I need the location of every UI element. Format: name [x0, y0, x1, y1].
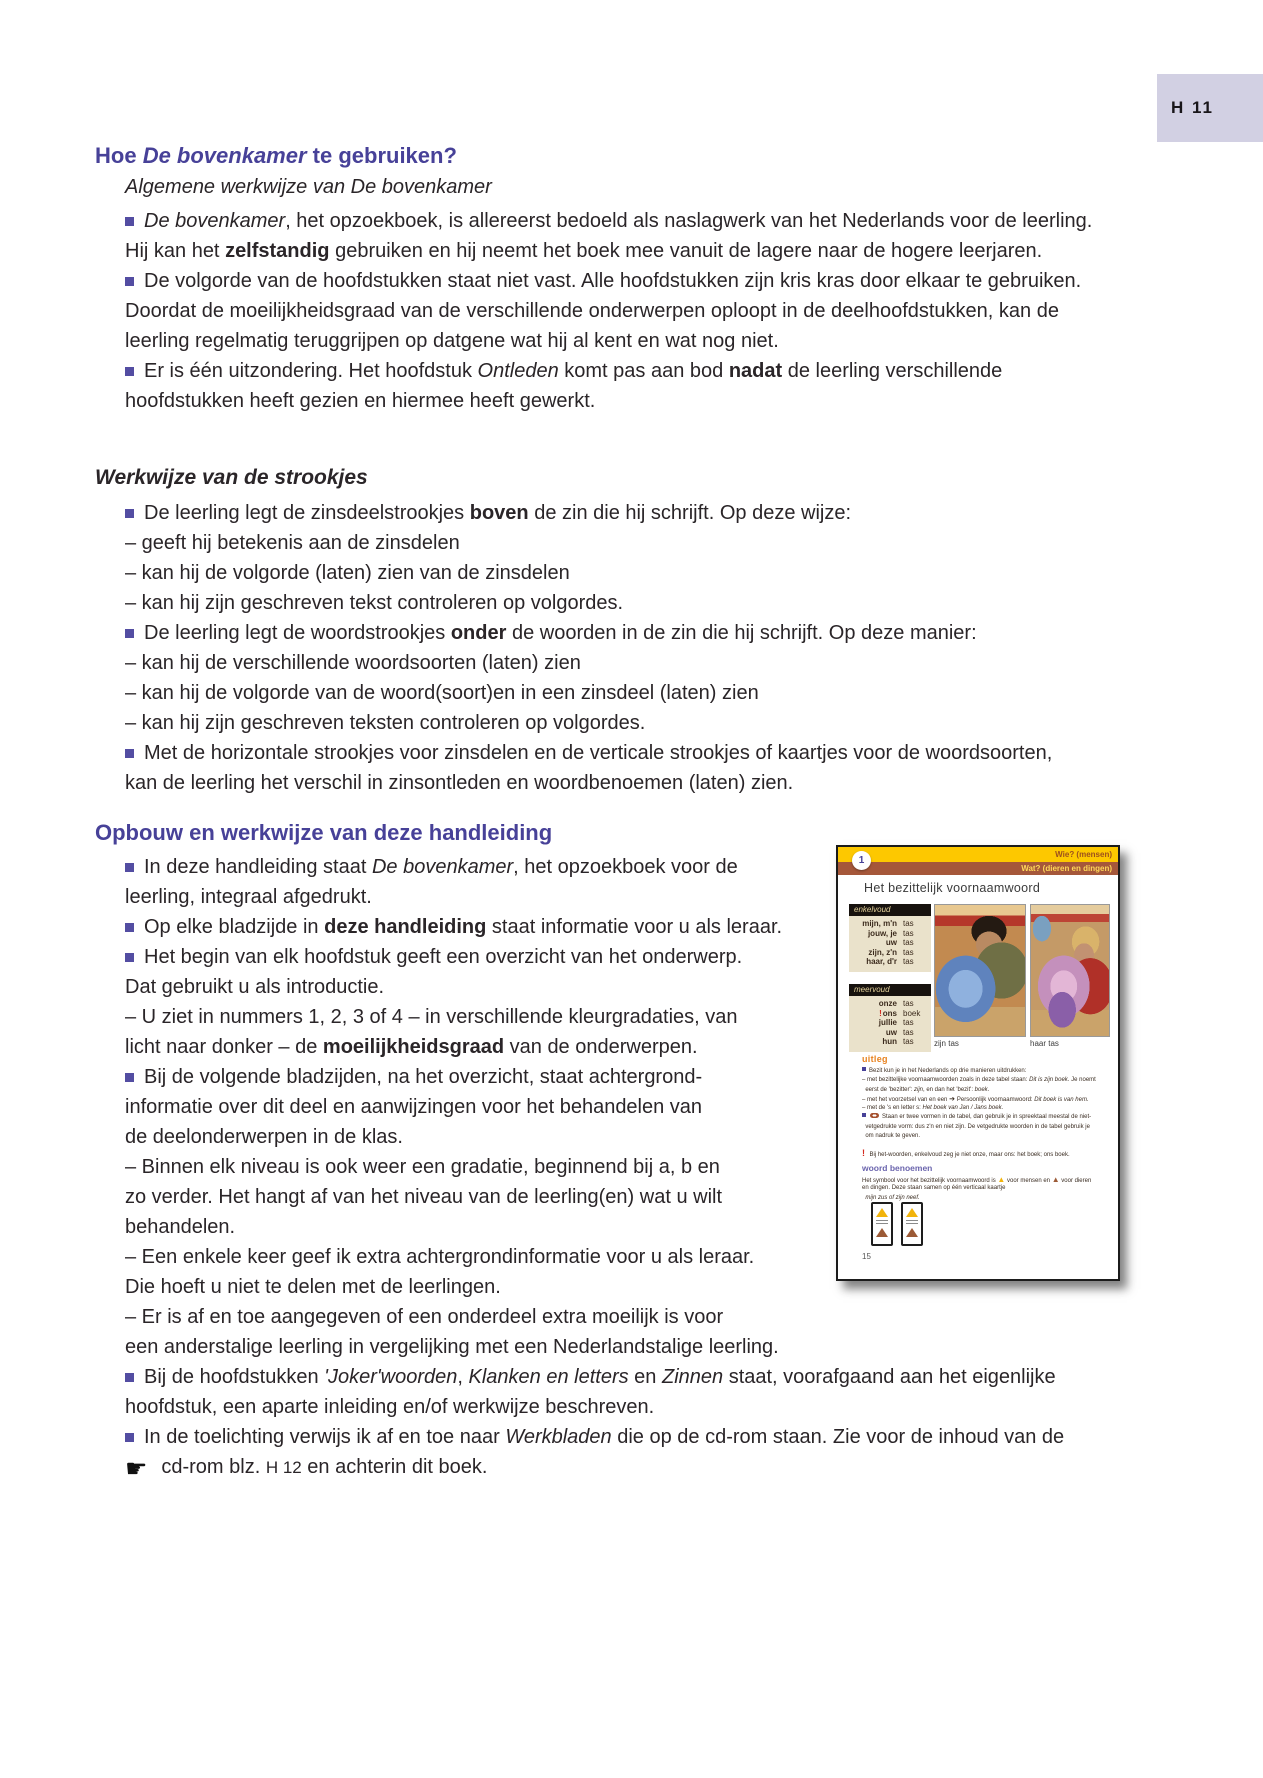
text-line: en dingen. Deze staan samen op één verticaal kaartje	[862, 1185, 1006, 1192]
brown-triangle-icon	[876, 1228, 888, 1237]
thumbnail-page-title: Het bezittelijk voornaamwoord	[864, 881, 1041, 895]
text-line: – Een enkele keer geef ik extra achtergrondinformatie voor u als leraar.	[125, 1246, 755, 1268]
table-meervoud-rows	[849, 996, 931, 1052]
table-row: mijn, m'n tas	[862, 919, 914, 928]
text-line: Doordat de moeilijkheidsgraad van de verschillende onderwerpen oploopt in de deelhoofdstukken, kan de	[125, 300, 1059, 322]
text-line: – met bezittelijke voornaamwoorden zoals in deze tabel staan: Dit is zijn boek. Je noemt	[862, 1077, 1096, 1084]
text-line: – met het voorzetsel van en een ➔ Persoonlijk voornaamwoord: Dit boek is van hem.	[862, 1095, 1089, 1103]
section1-body	[125, 206, 1165, 416]
text-line: De bovenkamer, het opzoekboek, is allereerst bedoeld als naslagwerk van het Nederlands voor de leerling.	[125, 206, 1165, 236]
table-enkelvoud	[849, 904, 931, 972]
uitleg-warning-note: ! Bij het-woorden, enkelvoud zeg je niet onze, maar ons: het boek; ons boek.	[862, 1148, 1070, 1158]
text-line: – met de 's en letter s: Het boek van Jan / Jans boek.	[862, 1105, 1004, 1112]
text-line: mijn zus of zijn neef.	[862, 1194, 920, 1201]
table-enkelvoud-header: enkelvoud	[849, 904, 931, 916]
section-title-opbouw: Opbouw en werkwijze van deze handleiding	[95, 820, 553, 845]
text-line: zo verder. Het hangt af van het niveau van de leerling(en) wat u wilt	[125, 1186, 723, 1208]
section-title-werkwijze-strookjes: Werkwijze van de strookjes	[95, 466, 368, 489]
table-row: zijn, z'n tas	[868, 947, 914, 957]
text-line: licht naar donker – de moeilijkheidsgraad van de onderwerpen.	[125, 1036, 698, 1058]
section-title-hoe-gebruiken: Hoe De bovenkamer te gebruiken?	[95, 143, 457, 168]
chapter-tab	[1157, 74, 1263, 142]
text-line: hoofdstukken heeft gezien en hiermee heeft gewerkt.	[125, 390, 596, 412]
text-line: – geeft hij betekenis aan de zinsdelen	[125, 532, 460, 554]
table-meervoud	[849, 984, 931, 1052]
table-row: jullie tas	[878, 1018, 914, 1028]
text-line: Bij de hoofdstukken 'Joker'woorden, Klanken en letters en Zinnen staat, voorafgaand aan het eigenlijke	[125, 1362, 1165, 1392]
section2-body	[125, 498, 1165, 798]
text-line: om nadruk te geven.	[862, 1133, 921, 1140]
text-line: behandelen.	[125, 1216, 236, 1238]
uitleg-heading: uitleg	[862, 1054, 888, 1064]
text-line: Op elke bladzijde in deze handleiding staat informatie voor u als leraar.	[125, 912, 1165, 942]
header-label-wat: Wat? (dieren en dingen)	[1021, 864, 1112, 873]
header-label-wie: Wie? (mensen)	[1055, 850, 1112, 859]
chapter-tab-label: H 11	[1171, 98, 1214, 117]
section1-subtitle: Algemene werkwijze van De bovenkamer	[125, 176, 492, 198]
text-line: Het symbool voor het bezittelijk voornaamwoord is ▲ voor mensen en ▲ voor dieren	[862, 1175, 1092, 1184]
text-line: Dat gebruikt u als introductie.	[125, 976, 385, 998]
yellow-triangle-icon	[876, 1208, 888, 1217]
text-line: een anderstalige leerling in vergelijking met een Nederlandstalige leerling.	[125, 1336, 779, 1358]
thumbnail-header-yellow-bar	[838, 847, 1118, 862]
text-line: In de toelichting verwijs ik af en toe naar Werkbladen die op de cd-rom staan. Zie voor de inhoud van de	[125, 1422, 1165, 1452]
text-line: informatie over dit deel en aanwijzingen voor het behandelen van	[125, 1096, 703, 1118]
woord-benoemen-heading: woord benoemen	[862, 1163, 933, 1173]
text-line: Bij de volgende bladzijden, na het overzicht, staat achtergrond-	[125, 1062, 1165, 1092]
text-line: hoofdstuk, een aparte inleiding en/of werkwijze beschreven.	[125, 1396, 655, 1418]
brown-triangle-icon	[906, 1228, 918, 1237]
text-line: Bezit kun je in het Nederlands op drie manieren uitdrukken:	[862, 1067, 1112, 1076]
table-row: uw tas	[885, 1027, 914, 1037]
table-row: haar, d'r tas	[866, 957, 914, 967]
text-line: Met de horizontale strookjes voor zinsdelen en de verticale strookjes of kaartjes voor de woordsoorten,	[125, 738, 1165, 768]
text-line: Er is één uitzondering. Het hoofdstuk Ontleden komt pas aan bod nadat de leerling verschillende	[125, 356, 1165, 386]
word-type-card	[901, 1202, 923, 1246]
level-badge: 1	[852, 851, 871, 870]
table-enkelvoud-rows	[849, 916, 931, 972]
text-line: – kan hij zijn geschreven teksten controleren op volgordes.	[125, 712, 646, 734]
text-line: – kan hij zijn geschreven tekst controleren op volgordes.	[125, 592, 624, 614]
table-row: uw tas	[885, 938, 914, 948]
text-line: – Er is af en toe aangegeven of een onderdeel extra moeilijk is voor	[125, 1306, 724, 1328]
card-stripes	[876, 1220, 888, 1226]
text-line: Het begin van elk hoofdstuk geeft een overzicht van het onderwerp.	[125, 942, 1165, 972]
table-row: onze tas	[878, 999, 914, 1008]
uitleg-text	[862, 1067, 1112, 1141]
card-stripes	[906, 1220, 918, 1226]
photo-boy-blue-backpack	[934, 904, 1026, 1037]
text-line: vetgedrukte vorm: dus z'n en niet zijn. De vetgedrukte woorden in de tabel gebruik je	[862, 1123, 1090, 1130]
warning-mark: !	[879, 1008, 882, 1018]
table-row: jouw, je tas	[867, 928, 914, 938]
photo2-caption: haar tas	[1030, 1039, 1059, 1048]
text-line: – Binnen elk niveau is ook weer een gradatie, beginnend bij a, b en	[125, 1156, 720, 1178]
table-row: hun tas	[882, 1037, 914, 1047]
text-line: eerst de 'bezitter': zijn, en dan het 'bezit': boek.	[862, 1086, 990, 1093]
word-type-card	[871, 1202, 893, 1246]
table-row: !ons boek	[879, 1008, 921, 1018]
text-line: kan de leerling het verschil in zinsontleden en woordbenoemen (laten) zien.	[125, 772, 794, 794]
text-line: De volgorde van de hoofdstukken staat niet vast. Alle hoofdstukken zijn kris kras door elkaar te gebruiken.	[125, 266, 1165, 296]
yellow-triangle-icon	[906, 1208, 918, 1217]
thumbnail-page-number: 15	[862, 1252, 871, 1261]
book-page-thumbnail	[836, 845, 1120, 1281]
text-line: Hij kan het zelfstandig gebruiken en hij neemt het boek mee vanuit de lagere naar de hogere leerjaren.	[125, 240, 1043, 262]
text-line: Die hoeft u niet te delen met de leerlingen.	[125, 1276, 501, 1298]
photo1-caption: zijn tas	[934, 1039, 959, 1048]
text-line: leerling regelmatig teruggrijpen op datgene wat hij al kent en wat nog niet.	[125, 330, 779, 352]
text-line: leerling, integraal afgedrukt.	[125, 886, 372, 908]
text-line: – kan hij de volgorde (laten) zien van de zinsdelen	[125, 562, 570, 584]
text-line: De leerling legt de zinsdeelstrookjes boven de zin die hij schrijft. Op deze wijze:	[125, 498, 1165, 528]
photo-girl-pink-backpack	[1030, 904, 1110, 1037]
thumbnail-header-brown-bar	[838, 862, 1118, 875]
text-line: De leerling legt de woordstrookjes onder de woorden in de zin die hij schrijft. Op deze manier:	[125, 618, 1165, 648]
table-meervoud-header: meervoud	[849, 984, 931, 996]
text-line: – U ziet in nummers 1, 2, 3 of 4 – in verschillende kleurgradaties, van	[125, 1006, 738, 1028]
text-line: Staan er twee vormen in de tabel, dan gebruik je in spreektaal meestal de niet-	[862, 1113, 1112, 1122]
woord-benoemen-text	[862, 1175, 1112, 1203]
text-line: – kan hij de volgorde van de woord(soort)en in een zinsdeel (laten) zien	[125, 682, 759, 704]
text-line: In deze handleiding staat De bovenkamer, het opzoekboek voor de	[125, 852, 1165, 882]
text-line: de deelonderwerpen in de klas.	[125, 1126, 403, 1148]
text-line: – kan hij de verschillende woordsoorten (laten) zien	[125, 652, 581, 674]
text-line: ☛ cd-rom blz. H 12 en achterin dit boek.	[125, 1455, 488, 1483]
